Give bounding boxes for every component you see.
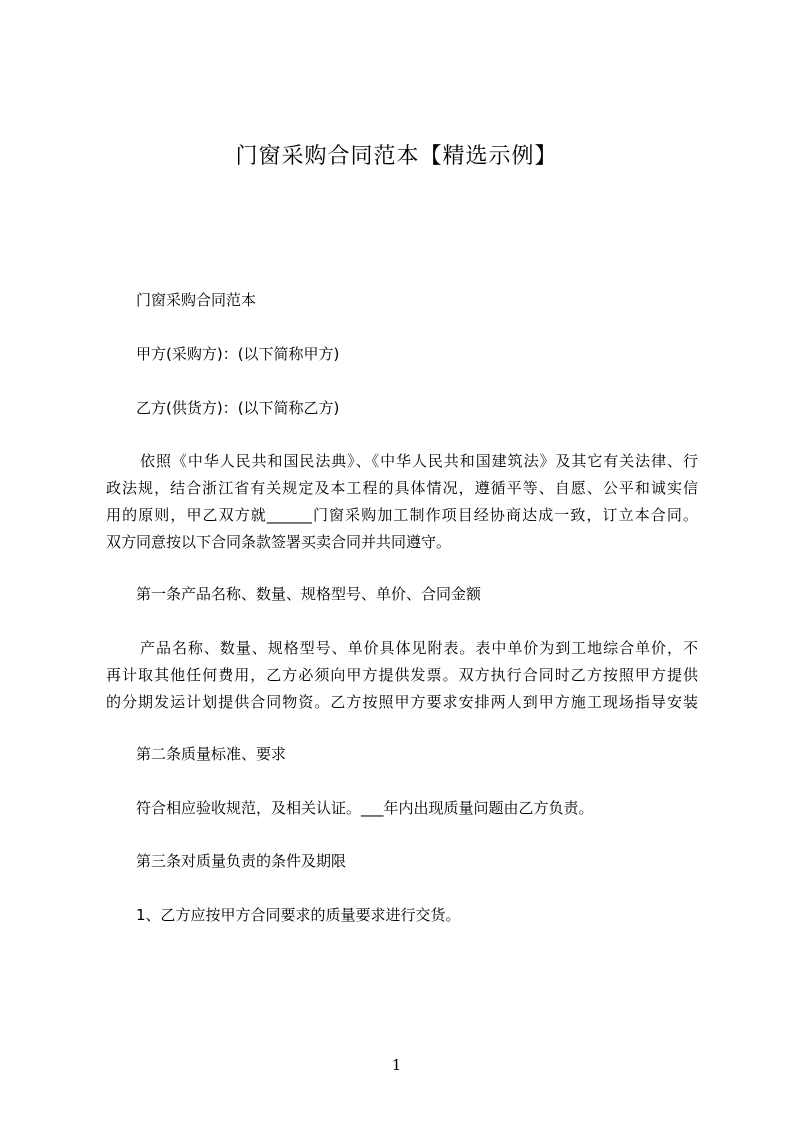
article-1-body-line: 的分期发运计划提供合同物资。乙方按照甲方要求安排两人到甲方施工现场指导安装 [106,693,698,711]
article-1-body-line: 产品名称、数量、规格型号、单价具体见附表。表中单价为到工地综合单价，不 [140,639,698,657]
preamble-line: 用的原则，甲乙双方就______门窗采购加工制作项目经协商达成一致，订立本合同。 [106,506,698,524]
article-1-heading: 第一条产品名称、数量、规格型号、单价、合同金额 [136,585,482,603]
article-2-body: 符合相应验收规范，及相关认证。___年内出现质量问题由乙方负责。 [136,799,594,817]
preamble-line: 依照《中华人民共和国民法典》、《中华人民共和国建筑法》及其它有关法律、行 [140,452,698,470]
article-3-item-1: 1、乙方应按甲方合同要求的质量要求进行交货。 [136,906,461,924]
article-2-heading: 第二条质量标准、要求 [136,745,287,763]
preamble-line: 双方同意按以下合同条款签署买卖合同并共同遵守。 [106,533,452,551]
contract-subtitle: 门窗采购合同范本 [136,291,257,309]
document-title: 门窗采购合同范本【精选示例】 [235,144,558,169]
article-3-heading: 第三条对质量负责的条件及期限 [136,852,347,870]
article-1-body-line: 再计取其他任何费用，乙方必须向甲方提供发票。双方执行合同时乙方按照甲方提供 [106,666,698,684]
page-number: 1 [391,1056,402,1074]
party-b-line: 乙方(供货方)：(以下简称乙方) [136,399,340,417]
party-a-line: 甲方(采购方)：(以下简称甲方) [136,345,340,363]
preamble-line: 政法规，结合浙江省有关规定及本工程的具体情况，遵循平等、自愿、公平和诚实信 [106,479,698,497]
